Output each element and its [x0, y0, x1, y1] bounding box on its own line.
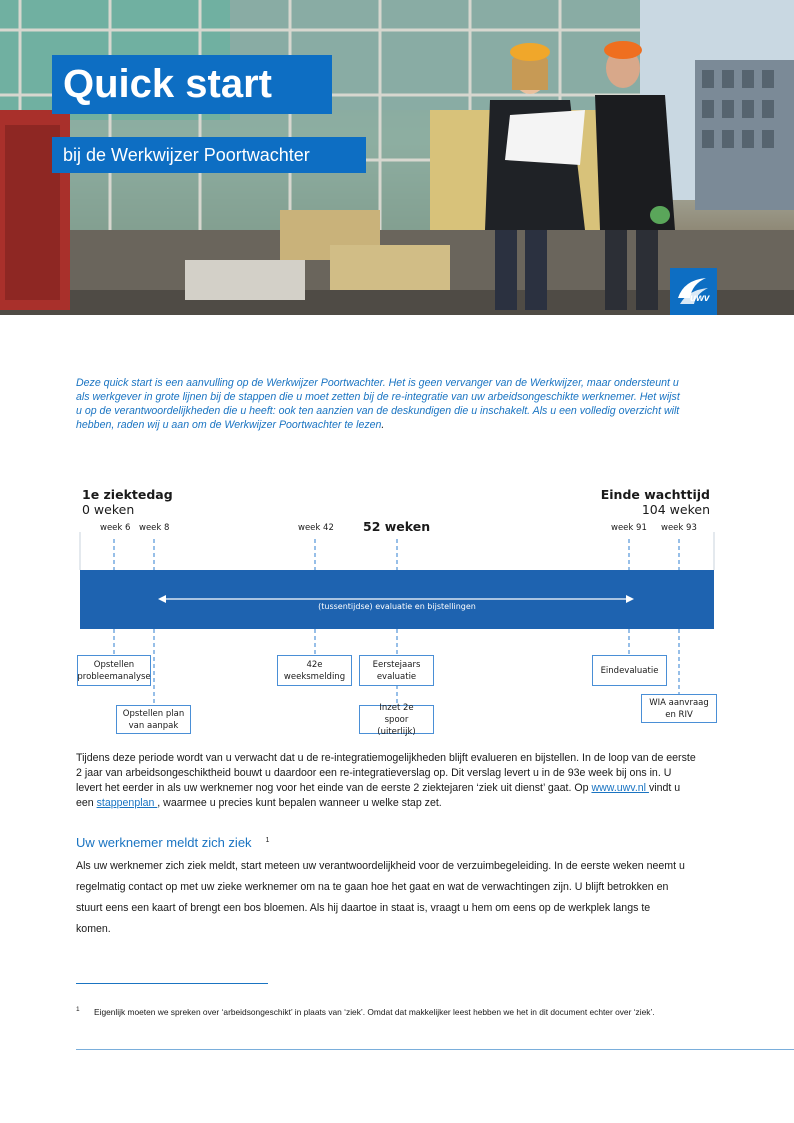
- page-footer-line: [76, 1049, 794, 1050]
- box-eindevaluatie: Eindevaluatie: [592, 655, 667, 686]
- section-heading-text: Uw werknemer meldt zich ziek: [76, 835, 252, 850]
- period-text-a: Tijdens deze periode wordt van u verwacht dat u de re-integratiemogelijkheden blijft evalueren en bijstellen. In de loop van de eerste 2 jaar van arbeidsongeschiktheid bouwt u daardoor een re-integratieverslag op. Dit verslag levert u in de 93e week bij ons in. U levert het eerder in als uw werknemer nog voor het einde van de eerste 2 ziektejaren ‘ziek uit dienst’ gaat. Op: [76, 752, 696, 794]
- box-probleemanalyse: Opstellen probleemanalyse: [77, 655, 151, 686]
- timeline-start-weeks: 0 weken: [82, 502, 135, 517]
- box-plan-van-aanpak: Opstellen plan van aanpak: [116, 705, 191, 734]
- uwv-link[interactable]: www.uwv.nl: [591, 782, 649, 794]
- footnote-number: 1: [76, 1006, 80, 1013]
- box-42e-weeksmelding: 42e weeksmelding: [277, 655, 352, 686]
- timeline-end-title: Einde wachttijd: [600, 487, 710, 502]
- week-label-42: week 42: [298, 523, 334, 533]
- intro-end: .: [381, 419, 385, 431]
- timeline-bar: [80, 570, 714, 629]
- timeline-bar-label: (tussentijdse) evaluatie en bijstellingen: [318, 602, 476, 611]
- timeline-mid-title: 52 weken: [363, 519, 431, 534]
- week-label-6: week 6: [100, 523, 131, 533]
- double-arrow-icon: [80, 570, 714, 629]
- page-title: Quick start: [52, 55, 332, 114]
- footnote-divider: [76, 983, 268, 984]
- footnote: [76, 1006, 676, 1018]
- week-label-93: week 93: [661, 523, 697, 533]
- week-label-8: week 8: [139, 523, 170, 533]
- timeline-start-title: 1e ziektedag: [82, 487, 173, 502]
- footnote-text: Eigenlijk moeten we spreken over ‘arbeidsongeschikt’ in plaats van ‘ziek’. Omdat dat makkelijker leest hebben we het in dit document echter over ‘ziek’.: [94, 1007, 655, 1017]
- section-heading: [76, 835, 269, 850]
- stappenplan-link[interactable]: stappenplan: [96, 797, 158, 809]
- intro-text: Deze quick start is een aanvulling op de Werkwijzer Poortwachter. Het is geen vervanger van de Werkwijzer, maar ondersteunt u als werkgever in grote lijnen bij de stappen die u moet zetten bij de re-integratie van uw arbeidsongeschikte werknemer. Het wijst u op de verantwoordelijkheden die u heeft: ook ten aanzien van de deskundigen die u inschakelt. Als u een volledig overzicht wilt hebben, raden wij u aan om de Werkwijzer Poortwachter te lezen: [76, 377, 680, 431]
- period-text-c: , waarmee u precies kunt bepalen wanneer u welke stap zet.: [157, 797, 442, 809]
- box-wia-aanvraag: WIA aanvraag en RIV: [641, 694, 717, 723]
- page-subtitle: bij de Werkwijzer Poortwachter: [52, 137, 366, 173]
- logo-text: uwv: [690, 293, 710, 304]
- box-inzet-2e-spoor: Inzet 2e spoor (uiterlijk): [359, 705, 434, 734]
- week-label-91: week 91: [611, 523, 647, 533]
- box-eerstejaars-evaluatie: Eerstejaars evaluatie: [359, 655, 434, 686]
- period-text-b: vindt u een: [76, 782, 681, 809]
- footnote-ref[interactable]: 1: [265, 836, 270, 844]
- period-paragraph: [76, 751, 696, 811]
- timeline-end-weeks: 104 weken: [641, 502, 710, 517]
- sick-report-paragraph: Als uw werknemer zich ziek meldt, start meteen uw verantwoordelijkheid voor de verzuimbegeleiding. In de eerste weken neemt u regelmatig contact op met uw zieke werknemer om na te gaan hoe het gaat en wat de verwachtingen zijn. U blijft betrokken en stuurt eens een kaart of brengt een bos bloemen. Als hij daartoe in staat is, vraagt u hem om eens op de werkplek langs te komen.: [76, 860, 685, 935]
